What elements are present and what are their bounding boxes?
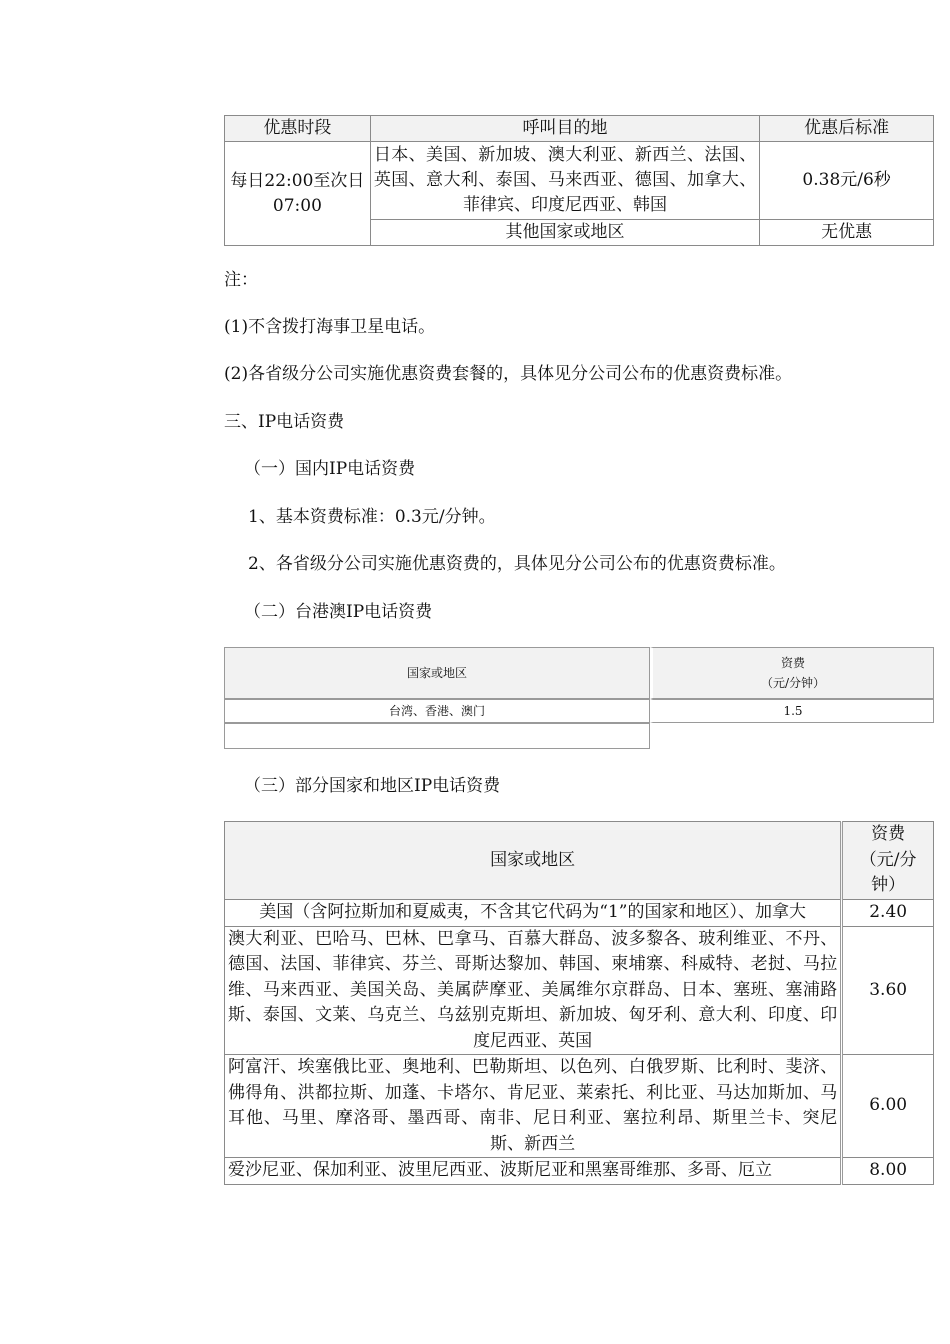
fee-cell: 3.60 (842, 926, 934, 1055)
table-row (224, 723, 934, 749)
table-row (225, 900, 934, 927)
region-cell: 台湾、香港、澳门 (224, 699, 650, 723)
table-header-row (225, 822, 934, 900)
subsection-intl: （三）部分国家和地区IP电话资费 (244, 776, 501, 796)
region-cell: 爱沙尼亚、保加利亚、波里尼西亚、波斯尼亚和黑塞哥维那、多哥、厄立 (225, 1158, 842, 1185)
subsection-domestic: （一）国内IP电话资费 (244, 459, 416, 479)
region-cell: 阿富汗、埃塞俄比亚、奥地利、巴勒斯坦、以色列、白俄罗斯、比利时、斐济、佛得角、洪都拉斯、加蓬、卡塔尔、肯尼亚、莱索托、利比亚、马达加斯加、马耳他、马里、摩洛哥、墨西哥、南非、尼日利亚、塞拉利昂、斯里兰卡、突尼斯、新西兰 (225, 1055, 842, 1158)
section-title: 三、IP电话资费 (224, 412, 345, 432)
header-fee: 资费（元/分钟） (842, 822, 934, 900)
fee-cell: 1.5 (650, 699, 934, 723)
item-provincial: 2、各省级分公司实施优惠资费的，具体见分公司公布的优惠资费标准。 (248, 554, 786, 574)
note-1: (1)不含拨打海事卫星电话。 (224, 317, 436, 337)
table-header-row (225, 116, 934, 142)
table-row (224, 699, 934, 723)
header-fee-line1: 资费 (780, 656, 805, 670)
period-cell: 每日22:00至次日07:00 (225, 142, 371, 246)
header-period: 优惠时段 (225, 116, 371, 142)
table-header-row (224, 647, 934, 699)
destination-cell: 其他国家或地区 (370, 220, 759, 246)
hk-macau-taiwan-table (224, 647, 934, 749)
rate-cell: 无优惠 (760, 220, 934, 246)
header-destination: 呼叫目的地 (370, 116, 759, 142)
header-fee-line2: （元/分钟） (760, 676, 826, 690)
table-row (225, 1055, 934, 1158)
fee-cell: 6.00 (842, 1055, 934, 1158)
intl-rate-table (224, 821, 934, 1185)
table-row (225, 142, 934, 220)
item-basic-rate: 1、基本资费标准：0.3元/分钟。 (248, 507, 496, 527)
header-fee (650, 647, 934, 699)
destination-cell: 日本、美国、新加坡、澳大利亚、新西兰、法国、英国、意大利、泰国、马来西亚、德国、加拿大、菲律宾、印度尼西亚、韩国 (370, 142, 759, 220)
empty-cell (224, 723, 650, 749)
discount-table (224, 115, 934, 246)
header-region: 国家或地区 (225, 822, 842, 900)
region-cell: 澳大利亚、巴哈马、巴林、巴拿马、百慕大群岛、波多黎各、玻利维亚、不丹、德国、法国、菲律宾、芬兰、哥斯达黎加、韩国、柬埔寨、科威特、老挝、马拉维、马来西亚、美国关岛、美属萨摩亚、美属维尔京群岛、日本、塞班、塞浦路斯、泰国、文莱、乌克兰、乌兹别克斯坦、新加坡、匈牙利、意大利、印度、印度尼西亚、英国 (225, 926, 842, 1055)
header-region: 国家或地区 (224, 647, 650, 699)
table-row (225, 1158, 934, 1185)
fee-cell: 8.00 (842, 1158, 934, 1185)
notes-label: 注： (224, 270, 258, 290)
note-2: (2)各省级分公司实施优惠资费套餐的，具体见分公司公布的优惠资费标准。 (224, 364, 793, 384)
header-rate: 优惠后标准 (760, 116, 934, 142)
region-cell: 美国（含阿拉斯加和夏威夷，不含其它代码为“1”的国家和地区）、加拿大 (225, 900, 842, 927)
rate-cell: 0.38元/6秒 (760, 142, 934, 220)
fee-cell: 2.40 (842, 900, 934, 927)
table-row (225, 926, 934, 1055)
subsection-hk-macau-taiwan: （二）台港澳IP电话资费 (244, 602, 433, 622)
